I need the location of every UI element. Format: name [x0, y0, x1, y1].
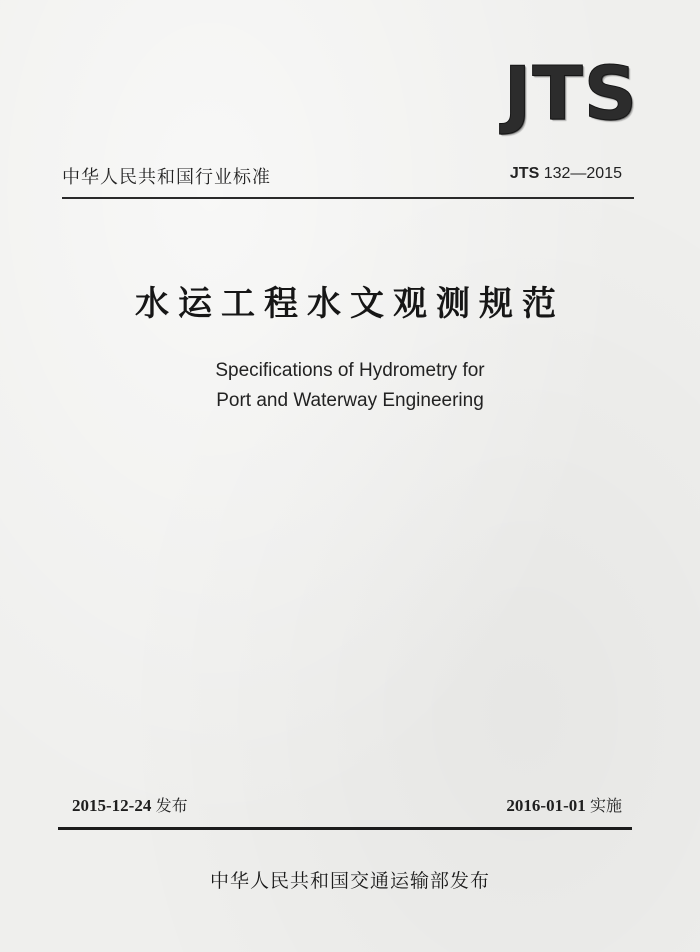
logo-text: JTS	[503, 51, 638, 137]
bottom-divider	[58, 827, 632, 830]
standard-code-number: 132—2015	[543, 165, 622, 182]
effective-date-label: 实施	[589, 796, 622, 815]
issue-date-value: 2015-12-24	[72, 796, 152, 815]
effective-date-value: 2016-01-01	[506, 796, 586, 815]
title-chinese: 水运工程水文观测规范	[135, 284, 565, 324]
top-divider	[62, 197, 634, 199]
title-english-line1: Specifications of Hydrometry for	[215, 360, 485, 381]
jts-logo	[482, 51, 638, 137]
title-english	[0, 356, 700, 416]
issue-date	[72, 793, 188, 816]
title-english-line2: Port and Waterway Engineering	[216, 390, 484, 411]
issue-date-label: 发布	[155, 796, 188, 815]
standard-code	[510, 165, 622, 183]
effective-date	[506, 793, 622, 816]
standard-type: 中华人民共和国行业标准	[62, 167, 271, 188]
standard-code-prefix: JTS	[509, 165, 540, 182]
publisher: 中华人民共和国交通运输部发布	[209, 870, 490, 892]
